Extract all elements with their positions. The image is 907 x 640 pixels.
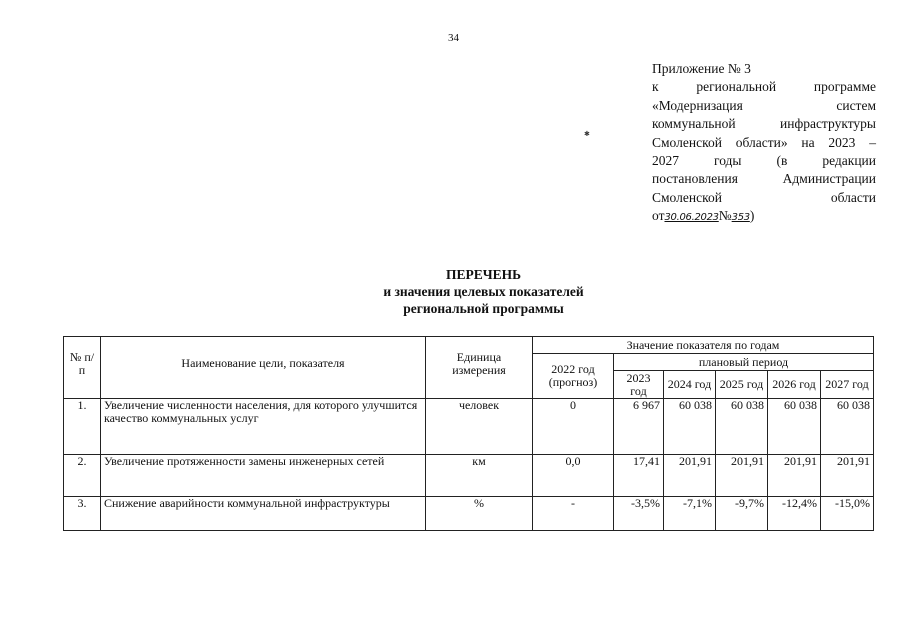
row-name: Снижение аварийности коммунальной инфраструктуры	[101, 497, 426, 531]
row-name: Увеличение численности населения, для которого улучшится качество коммунальных услуг	[101, 399, 426, 455]
scan-mark: ✱	[584, 130, 590, 138]
appendix-note	[652, 60, 876, 228]
appendix-line-8: Смоленской области	[652, 189, 876, 205]
row-forecast: 0	[533, 399, 614, 455]
row-value-2026: -12,4%	[768, 497, 821, 531]
number-sign: №	[718, 208, 732, 224]
header-year-2027: 2027 год	[821, 371, 874, 399]
row-num: 3.	[64, 497, 101, 531]
row-value-2027: 201,91	[821, 455, 874, 497]
header-forecast: 2022 год (прогноз)	[533, 354, 614, 399]
header-values-by-year: Значение показателя по годам	[533, 337, 874, 354]
row-value-2023: 17,41	[614, 455, 664, 497]
header-name: Наименование цели, показателя	[101, 337, 426, 399]
title-line-3: региональной программы	[403, 301, 564, 316]
table-row	[64, 497, 874, 531]
table-row	[64, 455, 874, 497]
appendix-line-2: к региональной программе	[652, 79, 876, 95]
row-unit: человек	[426, 399, 533, 455]
page-number: 34	[448, 32, 459, 44]
header-row-1	[64, 337, 874, 354]
appendix-from: от	[652, 208, 665, 224]
header-planned-period: плановый период	[614, 354, 874, 371]
appendix-line-4: коммунальной инфраструктуры	[652, 116, 876, 132]
row-value-2025: 201,91	[716, 455, 768, 497]
handwritten-number: 353	[731, 212, 750, 224]
header-year-2023: 2023 год	[614, 371, 664, 399]
title-line-1: ПЕРЕЧЕНЬ	[445, 267, 522, 282]
header-year-2024: 2024 год	[664, 371, 716, 399]
document-title	[0, 266, 907, 317]
row-value-2027: -15,0%	[821, 497, 874, 531]
row-value-2023: -3,5%	[614, 497, 664, 531]
row-value-2024: 201,91	[664, 455, 716, 497]
row-forecast: 0,0	[533, 455, 614, 497]
row-value-2023: 6 967	[614, 399, 664, 455]
appendix-close: )	[749, 208, 755, 224]
row-value-2024: -7,1%	[664, 497, 716, 531]
row-value-2026: 60 038	[768, 399, 821, 455]
header-year-2026: 2026 год	[768, 371, 821, 399]
header-unit: Единица измерения	[426, 337, 533, 399]
header-year-2025: 2025 год	[716, 371, 768, 399]
row-value-2027: 60 038	[821, 399, 874, 455]
title-line-2: и значения целевых показателей	[383, 284, 584, 299]
indicators-table	[63, 336, 874, 531]
appendix-line-9	[652, 207, 876, 227]
row-name: Увеличение протяженности замены инженерных сетей	[101, 455, 426, 497]
row-value-2025: -9,7%	[716, 497, 768, 531]
appendix-line-5: Смоленской области» на 2023 –	[652, 134, 876, 150]
appendix-line-3: «Модернизация систем	[652, 97, 876, 113]
row-value-2024: 60 038	[664, 399, 716, 455]
appendix-line-1: Приложение № 3	[652, 61, 751, 76]
row-unit: км	[426, 455, 533, 497]
appendix-line-7: постановления Администрации	[652, 171, 876, 187]
row-unit: %	[426, 497, 533, 531]
row-value-2026: 201,91	[768, 455, 821, 497]
row-num: 2.	[64, 455, 101, 497]
row-forecast: -	[533, 497, 614, 531]
appendix-line-6: 2027 годы (в редакции	[652, 153, 876, 169]
table-row	[64, 399, 874, 455]
row-num: 1.	[64, 399, 101, 455]
row-value-2025: 60 038	[716, 399, 768, 455]
handwritten-date: 30.06.2023	[664, 212, 719, 224]
header-num: № п/п	[64, 337, 101, 399]
